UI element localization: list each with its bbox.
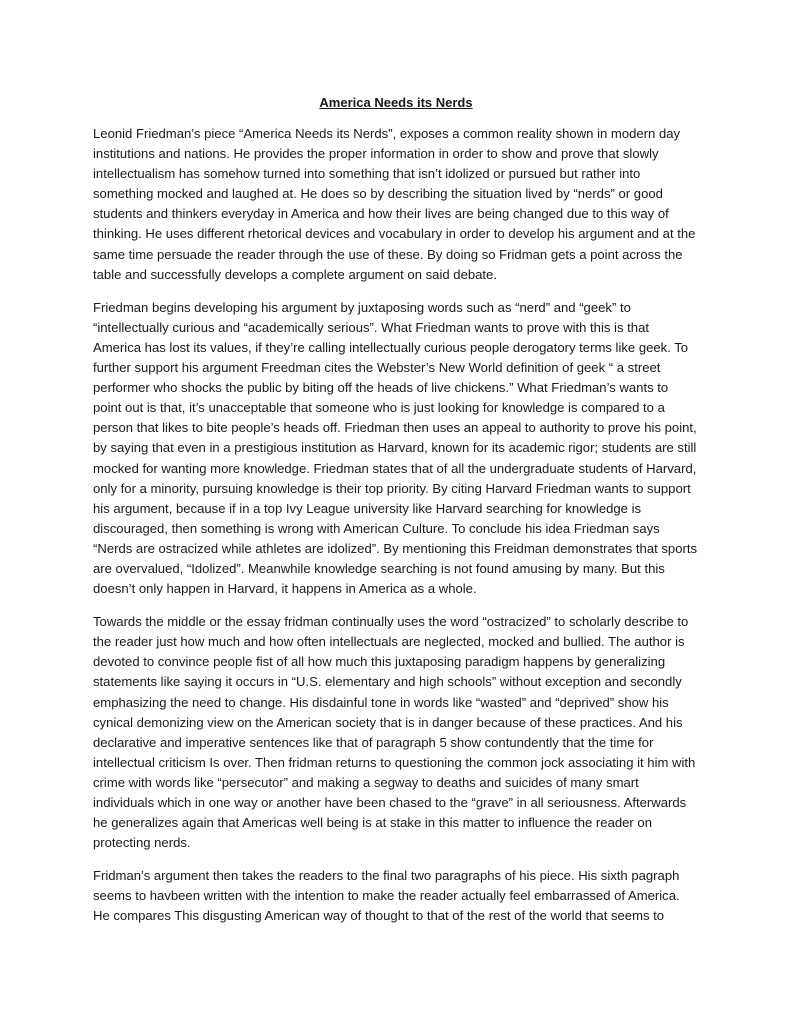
paragraph-2: Friedman begins developing his argument by juxtaposing words such as “nerd” and “geek” to “intellectually curious and “academically serious”. What Friedman wants to prove with this is that America has lost its values, if they’re calling intellectually curious people derogatory terms like geek. To further support his argument Freedman cites the Webster’s New World definition of geek “ a street performer who shocks the public by biting off the heads of live chickens.” What Friedman’s wants to point out is that, it’s unacceptable that someone who is just looking for knowledge is compared to a person that likes to bite people’s heads off. Friedman then uses an appeal to authority to prove his point, by saying that even in a prestigious institution as Harvard, known for its academic rigor; students are still mocked for wanting more knowledge. Friedman states that of all the undergraduate students of Harvard, only for a minority, pursuing knowledge is their top priority. By citing Harvard Friedman wants to support his argument, because if in a top Ivy League university like Harvard searching for knowledge is discouraged, then something is wrong with American Culture. To conclude his idea Friedman says “Nerds are ostracized while athletes are idolized”. By mentioning this Freidman demonstrates that sports are overvalued, “Idolized”. Meanwhile knowledge searching is not found amusing by many. But this doesn’t only happen in Harvard, it happens in America as a whole. xyxy=(93,299,698,597)
paragraph-1: Leonid Friedman’s piece “America Needs its Nerds”, exposes a common reality shown in modern day institutions and nations. He provides the proper information in order to show and prove that slowly intellectualism has somehow turned into something that isn’t idolized or pursued but rather into something mocked and laughed at. He does so by describing the situation lived by “nerds” or good students and thinkers everyday in America and how their lives are being changed due to this way of thinking. He uses different rhetorical devices and vocabulary in order to develop his argument and at the same time persuade the reader through the use of these. By doing so Fridman gets a point across the table and successfully develops a complete argument on said debate. xyxy=(93,126,696,282)
document-title: America Needs its Nerds xyxy=(319,95,473,110)
paragraph-3: Towards the middle or the essay fridman continually uses the word “ostracized” to scholarly describe to the reader just how much and how often intellectuals are neglected, mocked and bullied. The author is devoted to convince people fist of all how much this juxtaposing paradigm happens by generalizing statements like saying it occurs in “U.S. elementary and high schools” without exception and secondly emphasizing the need to change. His disdainful tone in words like “wasted” and “deprived” show his cynical demonizing view on the American society that is in danger because of these practices. And his declarative and imperative sentences like that of paragraph 5 show contundently that the time for intellectual criticism Is over. Then fridman returns to questioning the common jock associating it him with crime with words like “persecutor” and making a segway to deaths and suicides of many smart individuals which in one way or another have been chased to the “grave” in all seriousness. Afterwards he generalizes again that Americas well being is at stake in this matter to influence the reader on protecting nerds. xyxy=(93,614,696,851)
paragraph-4: Fridman’s argument then takes the readers to the final two paragraphs of his piece. His sixth pagraph seems to havbeen written with the intention to make the reader actually feel embarrassed of America. He compares This disgusting American way of thought to that of the rest of the world that seems to xyxy=(93,868,680,924)
